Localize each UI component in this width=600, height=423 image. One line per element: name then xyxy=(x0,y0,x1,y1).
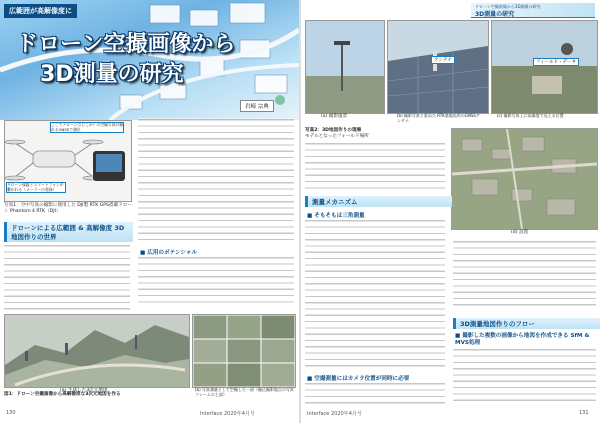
subheading-sfm-mvs: ■ 撮影した複数の画像から地図を作成できる SfM & MVS処理 xyxy=(455,333,590,346)
photo2a-scenery xyxy=(305,20,385,114)
label-antenna: アンテナ xyxy=(431,56,455,64)
fig1-caption: 図1：ドローン空撮画像から高解像度な3次元地図を作る xyxy=(4,392,121,397)
photo2c-caption: (c) 撮影写真上に高像度で見える位置 xyxy=(497,113,564,118)
right-page xyxy=(301,0,600,423)
running-header xyxy=(471,3,595,18)
kicker-label: 広範囲が高解像度に xyxy=(4,4,77,18)
3d-map-render xyxy=(4,314,190,388)
fig1b-caption: (b) 写真測量として空撮した一部（撮込撮影地点の写真フレームの上部） xyxy=(195,387,294,397)
section-heading-3d-map: ドローンによる広範囲 & 高解像度 3D地図作りの世界 xyxy=(4,222,133,242)
label-field-data: フィールド・データ xyxy=(533,58,579,66)
section-heading-mechanism: 測量メカニズム xyxy=(305,196,452,207)
photo-aerial-map xyxy=(451,128,598,230)
right-page-body-3 xyxy=(305,382,445,406)
fig1a-caption: (a) 生成した3次元地図 xyxy=(60,388,108,393)
title-line1: ドローン空撮画像から xyxy=(16,32,236,57)
photo2b-antenna xyxy=(387,20,489,114)
title-line2: 3D測量の研究 xyxy=(40,62,184,87)
section-heading-flow: 3D測量地図作りのフロー xyxy=(453,318,600,329)
page-number-right: 131 xyxy=(579,410,589,416)
right-page-body-1 xyxy=(305,142,445,190)
drone-callout-2: ドローン操縦とスマートフォンが繋がれる（メーラーの登録） xyxy=(6,182,66,193)
left-page xyxy=(0,0,299,423)
running-header-tab: 3D測量の研究 xyxy=(475,11,515,18)
photo2b-caption: (b) 撮影写真と重ねた RTK基地局用のGNSSアンテナ xyxy=(397,113,480,123)
left-col-body xyxy=(4,244,130,314)
page-number-left: 130 xyxy=(6,410,16,416)
photo2-caption: 写真2：3D地図作りの現場 xyxy=(305,128,362,133)
subheading-camera-position: ■ 空撮測量にはカメラ位置が同時に必要 xyxy=(307,376,410,382)
drone-callout-1: ここでドローンはどこか？の空撮写真が撮れるGNSSで測位 xyxy=(51,122,123,132)
right-col-body-top xyxy=(138,118,294,243)
right-page-body-5 xyxy=(453,348,596,406)
author-name: 岩崎 宗典 xyxy=(240,100,274,112)
footer-left: Interface 2020年4月号 xyxy=(200,411,255,417)
photo1-caption: 写真1：空中写真の撮影に使用した DJI製 RTK GPS搭載ドローン Phantom 4 RTK（DJI） xyxy=(4,203,132,214)
right-page-body-4 xyxy=(453,240,596,310)
photo2-caption-sub: モデルとなったフォールド場所 xyxy=(305,134,369,139)
right-page-body-2 xyxy=(305,219,445,369)
subheading-triangulation: ■ そもそもは三角測量 xyxy=(307,213,365,219)
aerial-photo-grid xyxy=(192,314,296,388)
right-col-body-bottom xyxy=(138,256,294,306)
photo3-caption: (d) 設置 xyxy=(511,230,529,235)
photo2c-field xyxy=(491,20,598,114)
subheading-potential: ■ 広用のポテンシャル xyxy=(140,250,198,256)
footer-right: Interface 2020年4月号 xyxy=(307,411,362,417)
photo2a-caption: (a) 撮影風景 xyxy=(321,114,348,119)
running-header-title: ドローン空撮画像から3D測量の研究 xyxy=(475,4,541,9)
